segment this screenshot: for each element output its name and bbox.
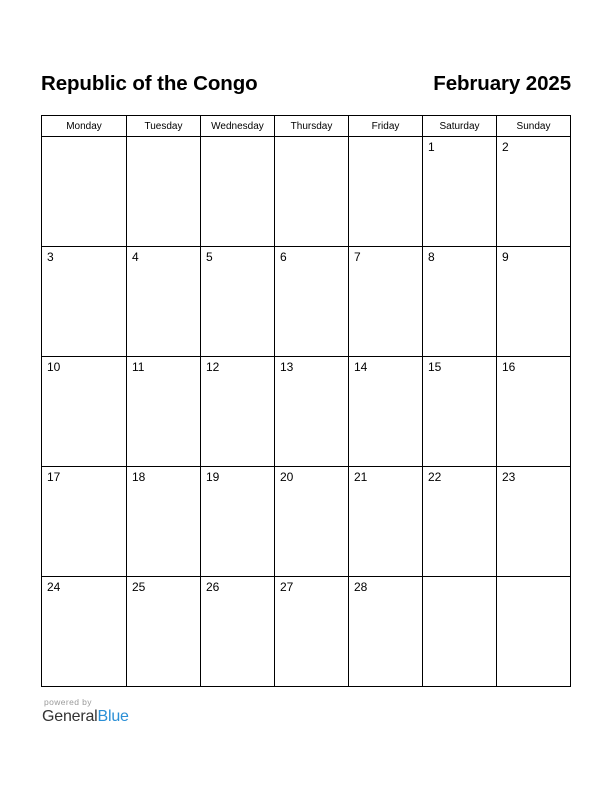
day-number: 7: [354, 250, 361, 264]
day-number: 22: [428, 470, 442, 484]
day-cell: [127, 577, 201, 687]
weekday-header-row: [42, 116, 571, 137]
day-number: 26: [206, 580, 220, 594]
day-number: 20: [280, 470, 294, 484]
day-number: 12: [206, 360, 220, 374]
day-cell: [423, 137, 497, 247]
day-number: 16: [502, 360, 516, 374]
day-number: [349, 137, 422, 140]
day-number: 25: [132, 580, 146, 594]
calendar-header: [41, 70, 571, 98]
day-cell: [349, 247, 423, 357]
day-number: 10: [47, 360, 61, 374]
day-number: [275, 137, 348, 140]
weekday-thursday: Thursday: [275, 116, 349, 137]
day-number: 13: [280, 360, 294, 374]
day-number: 18: [132, 470, 146, 484]
day-cell: [349, 467, 423, 577]
day-number: 4: [132, 250, 139, 264]
day-number: 1: [428, 140, 435, 154]
day-cell: [42, 247, 127, 357]
day-cell: [127, 467, 201, 577]
day-number: 6: [280, 250, 287, 264]
day-cell: [497, 357, 571, 467]
day-cell: [201, 577, 275, 687]
day-cell: [349, 357, 423, 467]
weekday-saturday: Saturday: [423, 116, 497, 137]
day-cell: [127, 247, 201, 357]
day-number: 15: [428, 360, 442, 374]
weekday-tuesday: Tuesday: [127, 116, 201, 137]
day-cell: [423, 467, 497, 577]
day-cell: [201, 137, 275, 247]
day-cell: [201, 357, 275, 467]
day-number: 17: [47, 470, 61, 484]
day-cell: [42, 467, 127, 577]
week-row: [42, 577, 571, 687]
day-cell: [275, 247, 349, 357]
calendar-grid: [41, 115, 571, 687]
day-cell: [201, 247, 275, 357]
weekday-sunday: Sunday: [497, 116, 571, 137]
day-cell: [423, 357, 497, 467]
month-title: February 2025: [433, 72, 571, 95]
weekday-friday: Friday: [349, 116, 423, 137]
day-cell: [275, 137, 349, 247]
day-number: 24: [47, 580, 61, 594]
weekday-monday: Monday: [42, 116, 127, 137]
day-number: 23: [502, 470, 516, 484]
day-number: 5: [206, 250, 213, 264]
day-cell: [127, 357, 201, 467]
week-row: [42, 247, 571, 357]
day-number: 8: [428, 250, 435, 264]
day-number: 28: [354, 580, 368, 594]
day-cell: [42, 137, 127, 247]
day-number: 11: [132, 360, 145, 374]
logo-general-text: General: [42, 708, 98, 725]
day-cell: [423, 577, 497, 687]
day-number: 27: [280, 580, 294, 594]
day-cell: [349, 577, 423, 687]
week-row: [42, 137, 571, 247]
day-cell: [497, 137, 571, 247]
day-number: [42, 137, 126, 140]
day-cell: [42, 577, 127, 687]
day-number: [127, 137, 200, 140]
day-cell: [423, 247, 497, 357]
day-number: 14: [354, 360, 368, 374]
logo-blue-text: Blue: [97, 708, 129, 725]
generalblue-logo[interactable]: [42, 708, 129, 726]
day-cell: [275, 357, 349, 467]
day-cell: [497, 577, 571, 687]
day-number: 3: [47, 250, 54, 264]
day-number: [423, 577, 496, 580]
day-cell: [497, 247, 571, 357]
day-number: 2: [502, 140, 509, 154]
day-cell: [201, 467, 275, 577]
day-number: 9: [502, 250, 509, 264]
week-row: [42, 357, 571, 467]
day-number: [201, 137, 274, 140]
day-cell: [275, 467, 349, 577]
country-title: Republic of the Congo: [41, 72, 258, 95]
day-cell: [275, 577, 349, 687]
day-cell: [42, 357, 127, 467]
powered-by-label: powered by: [44, 697, 92, 707]
day-cell: [497, 467, 571, 577]
day-number: 21: [354, 470, 368, 484]
day-number: [497, 577, 570, 580]
week-row: [42, 467, 571, 577]
day-cell: [349, 137, 423, 247]
weekday-wednesday: Wednesday: [201, 116, 275, 137]
day-number: 19: [206, 470, 220, 484]
day-cell: [127, 137, 201, 247]
